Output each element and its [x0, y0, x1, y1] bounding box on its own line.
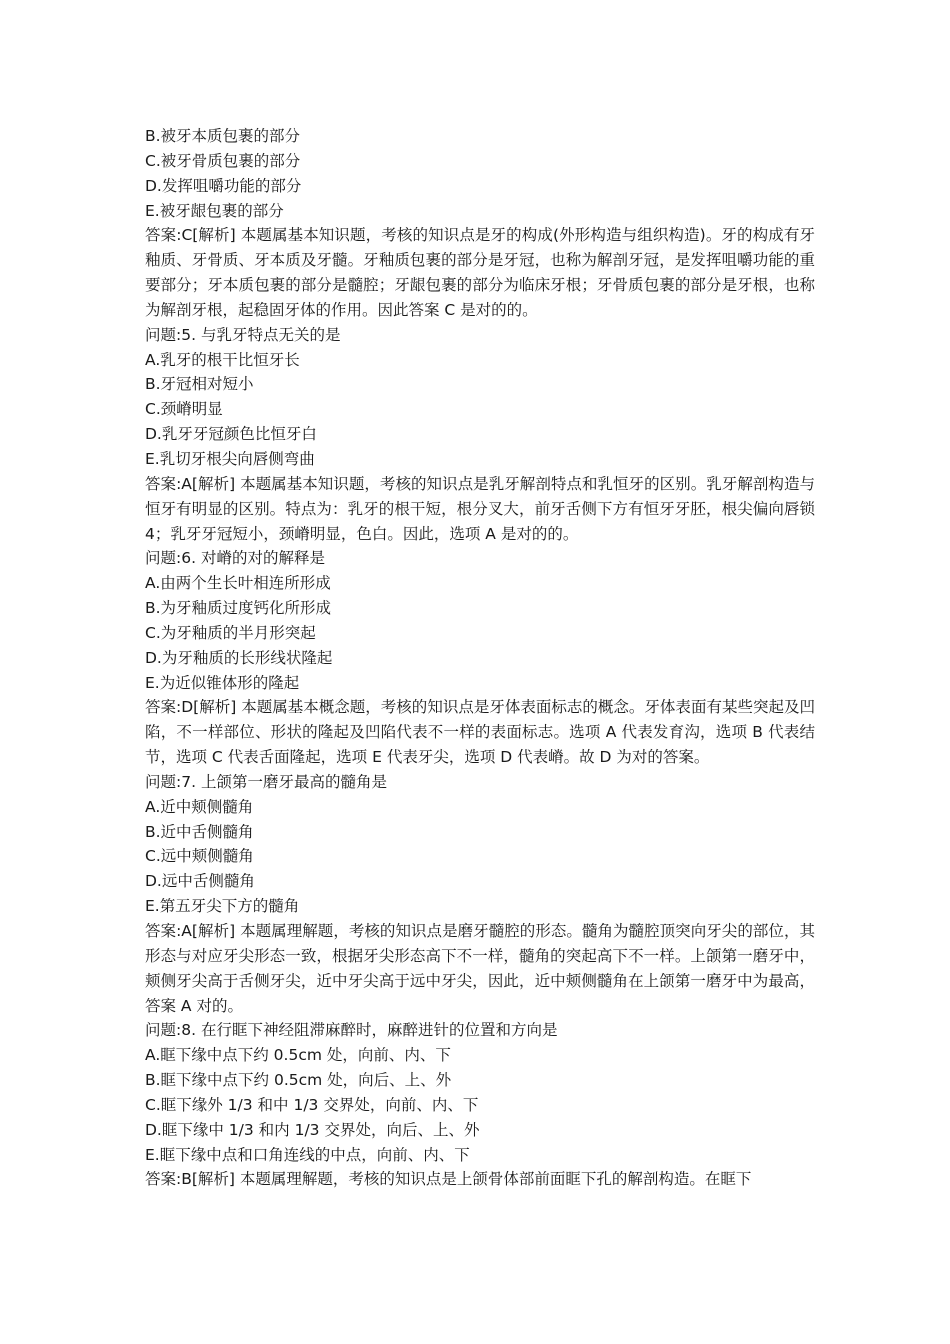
option-line: E.乳切牙根尖向唇侧弯曲	[145, 449, 315, 468]
option-line: B.为牙釉质过度钙化所形成	[145, 599, 332, 618]
option-line: A.乳牙的根干比恒牙长	[145, 350, 300, 369]
option-line: D.乳牙牙冠颜色比恒牙白	[145, 425, 317, 444]
option-line: C.颈嵴明显	[145, 400, 223, 419]
option-line: B.近中舌侧髓角	[145, 822, 254, 841]
answer-paragraph: 答案:C[解析] 本题属基本知识题，考核的知识点是牙的构成(外形构造与组织构造)。牙的构成有牙釉质、牙骨质、牙本质及牙髓。牙釉质包裹的部分是牙冠，也称为解剖牙冠，是发挥咀嚼功能的重要部分；牙本质包裹的部分是髓腔；牙龈包裹的部分为临床牙根；牙骨质包裹的部分是牙根，也称为解剖牙根，起稳固牙体的作用。因此答案 C 是对的的。	[145, 226, 815, 319]
option-line: E.第五牙尖下方的髓角	[145, 897, 300, 916]
answer-paragraph: 答案:A[解析] 本题属理解题，考核的知识点是磨牙髓腔的形态。髓角为髓腔顶突向牙尖的部位，其形态与对应牙尖形态一致，根据牙尖形态高下不一样，髓角的突起高下不一样。上颌第一磨牙中，颊侧牙尖高于舌侧牙尖，近中牙尖高于远中牙尖，因此，近中颊侧髓角在上颌第一磨牙中为最高，答案 A 对的。	[145, 922, 815, 1015]
question-line: 问题:6. 对嵴的对的解释是	[145, 549, 325, 568]
option-line: A.近中颊侧髓角	[145, 797, 254, 816]
option-line: A.由两个生长叶相连所形成	[145, 574, 331, 593]
question-line: 问题:5. 与乳牙特点无关的是	[145, 325, 341, 344]
question-line: 问题:7. 上颌第一磨牙最高的髓角是	[145, 772, 387, 791]
option-line: D.眶下缘中 1/3 和内 1/3 交界处，向后、上、外	[145, 1120, 480, 1139]
option-line: B.被牙本质包裹的部分	[145, 127, 301, 145]
option-line: C.为牙釉质的半月形突起	[145, 623, 316, 642]
option-line: B.牙冠相对短小	[145, 375, 254, 394]
option-line: E.被牙龈包裹的部分	[145, 201, 284, 220]
option-line: A.眶下缘中点下约 0.5cm 处，向前、内、下	[145, 1046, 451, 1065]
question-line: 问题:8. 在行眶下神经阻滞麻醉时，麻醉进针的位置和方向是	[145, 1021, 558, 1040]
document-page	[145, 124, 815, 1192]
option-line: D.发挥咀嚼功能的部分	[145, 176, 302, 195]
answer-paragraph: 答案:D[解析] 本题属基本概念题，考核的知识点是牙体表面标志的概念。牙体表面有某些突起及凹陷，不一样部位、形状的隆起及凹陷代表不一样的表面标志。选项 A 代表发育沟，选项 B 代表结节，选项 C 代表舌面隆起，选项 E 代表牙尖，选项 D 代表嵴。故 D 为对的答案。	[145, 698, 815, 767]
option-line: E.为近似锥体形的隆起	[145, 673, 300, 692]
option-line: B.眶下缘中点下约 0.5cm 处，向后、上、外	[145, 1071, 452, 1090]
option-line: C.远中颊侧髓角	[145, 847, 254, 866]
option-line: C.眶下缘外 1/3 和中 1/3 交界处，向前、内、下	[145, 1095, 479, 1114]
answer-paragraph: 答案:A[解析] 本题属基本知识题，考核的知识点是乳牙解剖特点和乳恒牙的区别。乳牙解剖构造与恒牙有明显的区别。特点为：乳牙的根干短，根分叉大，前牙舌侧下方有恒牙牙胚，根尖偏向唇锁 4；乳牙牙冠短小，颈嵴明显，色白。因此，选项 A 是对的的。	[145, 474, 815, 543]
option-line: C.被牙骨质包裹的部分	[145, 151, 301, 170]
option-line: E.眶下缘中点和口角连线的中点，向前、内、下	[145, 1145, 470, 1164]
option-line: D.为牙釉质的长形线状隆起	[145, 648, 333, 667]
option-line: D.远中舌侧髓角	[145, 872, 255, 891]
answer-paragraph: 答案:B[解析] 本题属理解题，考核的知识点是上颌骨体部前面眶下孔的解剖构造。在眶下	[145, 1170, 752, 1189]
